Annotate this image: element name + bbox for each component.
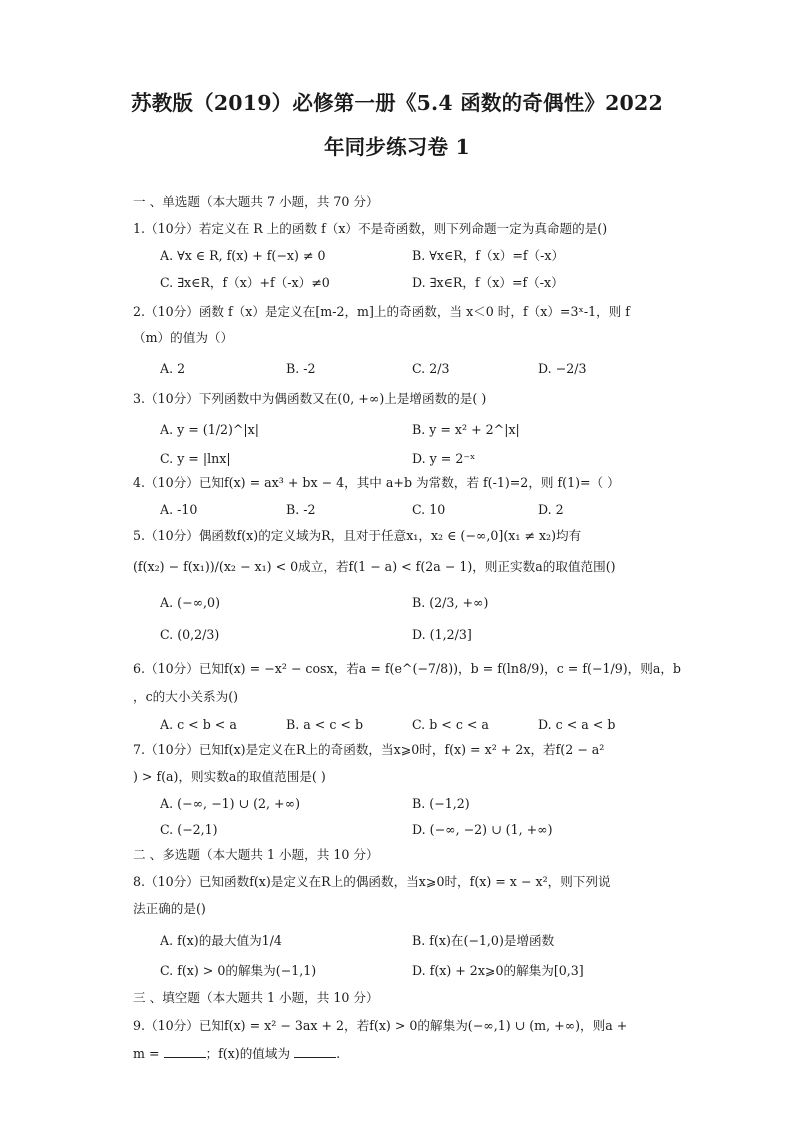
q5-option-d: D. (1,2/3] [412, 627, 472, 642]
q4-option-a: A. -10 [160, 502, 198, 517]
question-7-stem-line1: 7.（10分）已知f(x)是定义在R上的奇函数，当x⩾0时，f(x) = x² + 2x，若f(2 − a² [133, 742, 605, 757]
question-8-stem-line1: 8.（10分）已知函数f(x)是定义在R上的偶函数，当x⩾0时，f(x) = x − x²，则下列说 [133, 874, 611, 889]
q7-option-d: D. (−∞, −2) ∪ (1, +∞) [412, 822, 553, 837]
q4-option-c: C. 10 [412, 502, 446, 517]
q9-text-part1: m = [133, 1046, 164, 1061]
question-5-stem-line2: (f(x₂) − f(x₁))/(x₂ − x₁) < 0成立，若f(1 − a) < f(2a − 1)，则正实数a的取值范围() [133, 559, 616, 574]
answer-blank-2[interactable] [294, 1045, 336, 1058]
q2-option-b: B. -2 [286, 361, 316, 376]
question-7-stem-line2: ) > f(a)，则实数a的取值范围是( ) [133, 769, 326, 784]
q5-option-c: C. (0,2/3) [160, 627, 220, 642]
question-6-stem-line2: ，c的大小关系为() [133, 689, 239, 704]
question-8-stem-line2: 法正确的是() [133, 901, 206, 916]
q8-option-b: B. f(x)在(−1,0)是增函数 [412, 933, 555, 948]
q5-option-a: A. (−∞,0) [160, 595, 220, 610]
q1-option-d: D. ∃x∈R，f（x）=f（-x） [412, 275, 564, 290]
q1-option-b: B. ∀x∈R，f（x）=f（-x） [412, 248, 565, 263]
doc-title-line1: 苏教版（2019）必修第一册《5.4 函数的奇偶性》2022 [131, 91, 663, 115]
question-9-stem-line1: 9.（10分）已知f(x) = x² − 3ax + 2，若f(x) > 0的解集为(−∞,1) ∪ (m, +∞)，则a + [133, 1018, 628, 1033]
section-heading-fill-in: 三 、填空题（本大题共 1 小题，共 10 分） [133, 990, 379, 1005]
q8-option-a: A. f(x)的最大值为1/4 [160, 933, 282, 948]
doc-title-line2: 年同步练习卷 1 [323, 135, 470, 159]
question-3-stem: 3.（10分）下列函数中为偶函数又在(0, +∞)上是增函数的是( ) [133, 391, 487, 406]
q5-option-b: B. (2/3, +∞) [412, 595, 489, 610]
q6-option-c: C. b < c < a [412, 717, 489, 732]
question-2-stem-line2: （m）的值为（） [133, 330, 234, 345]
q9-text-part2: ；f(x)的值域为 [205, 1046, 295, 1061]
q1-option-a: A. ∀x ∈ R, f(x) + f(−x) ≠ 0 [160, 248, 326, 263]
q7-option-c: C. (−2,1) [160, 822, 218, 837]
q6-option-a: A. c < b < a [160, 717, 237, 732]
question-2-stem-line1: 2.（10分）函数 f（x）是定义在[m-2，m]上的奇函数，当 x＜0 时，f（x）=3ˣ-1，则 f [133, 304, 630, 319]
q3-option-c: C. y = |lnx| [160, 451, 231, 466]
q8-option-c: C. f(x) > 0的解集为(−1,1) [160, 963, 317, 978]
question-5-stem-line1: 5.（10分）偶函数f(x)的定义域为R，且对于任意x₁，x₂ ∈ (−∞,0](x₁ ≠ x₂)均有 [133, 528, 582, 543]
question-6-stem-line1: 6.（10分）已知f(x) = −x² − cosx，若a = f(e^(−7/8))，b = f(ln8/9)，c = f(−1/9)，则a，b [133, 661, 681, 676]
q3-option-a: A. y = (1/2)^|x| [160, 422, 260, 437]
q2-option-c: C. 2/3 [412, 361, 450, 376]
q6-option-d: D. c < a < b [538, 717, 616, 732]
q1-option-c: C. ∃x∈R，f（x）+f（-x）≠0 [160, 275, 330, 290]
answer-blank-1[interactable] [164, 1045, 206, 1058]
q3-option-d: D. y = 2⁻ˣ [412, 451, 476, 466]
question-1-stem: 1.（10分）若定义在 R 上的函数 f（x）不是奇函数，则下列命题一定为真命题的是() [133, 221, 608, 236]
question-4-stem: 4.（10分）已知f(x) = ax³ + bx − 4，其中 a+b 为常数，若 f(-1)=2，则 f(1)=（ ） [133, 475, 620, 490]
q4-option-b: B. -2 [286, 502, 316, 517]
q8-option-d: D. f(x) + 2x⩾0的解集为[0,3] [412, 963, 584, 978]
q2-option-a: A. 2 [160, 361, 186, 376]
q7-option-a: A. (−∞, −1) ∪ (2, +∞) [160, 796, 300, 811]
q3-option-b: B. y = x² + 2^|x| [412, 422, 520, 437]
section-heading-multi-choice: 二 、多选题（本大题共 1 小题，共 10 分） [133, 847, 379, 862]
q4-option-d: D. 2 [538, 502, 564, 517]
q7-option-b: B. (−1,2) [412, 796, 470, 811]
q9-text-part3: . [336, 1046, 341, 1061]
question-9-stem-line2 [133, 1045, 659, 1062]
q2-option-d: D. −2/3 [538, 361, 587, 376]
section-heading-single-choice: 一 、单选题（本大题共 7 小题，共 70 分） [133, 194, 379, 209]
q6-option-b: B. a < c < b [286, 717, 364, 732]
